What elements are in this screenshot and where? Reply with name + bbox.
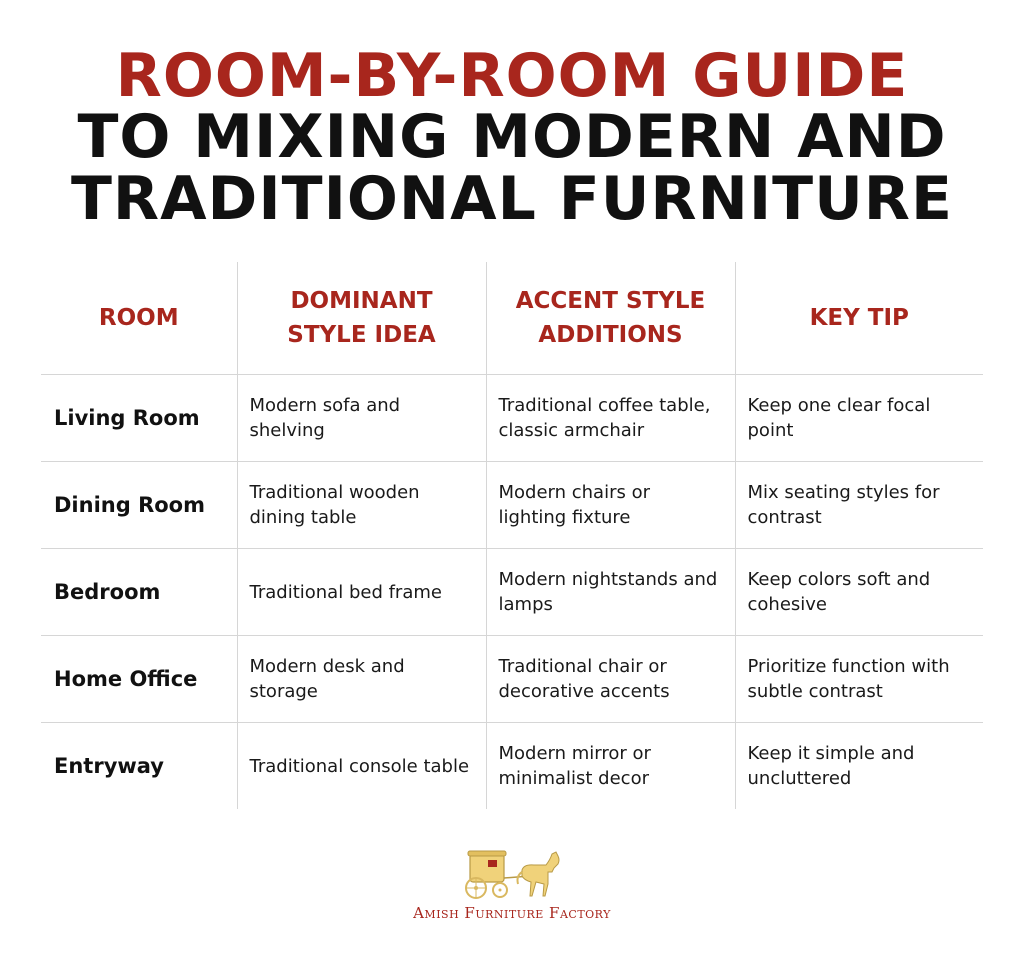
- tip-cell: Prioritize function with subtle contrast: [735, 636, 983, 723]
- room-cell: Living Room: [41, 375, 237, 462]
- room-cell: Bedroom: [41, 549, 237, 636]
- table-row: [41, 549, 983, 636]
- header-row: [41, 262, 983, 375]
- brand-name: Amish Furniture Factory: [413, 904, 611, 922]
- table-row: [41, 636, 983, 723]
- tip-cell: Keep it simple and uncluttered: [735, 723, 983, 810]
- dominant-cell: Traditional wooden dining table: [237, 462, 486, 549]
- tip-cell: Mix seating styles for contrast: [735, 462, 983, 549]
- header-key-tip: KEY TIP: [735, 262, 983, 375]
- header-accent-style: ACCENT STYLE ADDITIONS: [486, 262, 735, 375]
- brand-logo: [402, 848, 622, 928]
- dominant-cell: Modern sofa and shelving: [237, 375, 486, 462]
- tip-cell: Keep colors soft and cohesive: [735, 549, 983, 636]
- room-cell: Entryway: [54, 753, 164, 778]
- guide-table: [41, 262, 983, 809]
- room-cell: Dining Room: [41, 462, 237, 549]
- horse-buggy-icon: [452, 848, 572, 902]
- accent-cell: Traditional coffee table, classic armchair: [486, 375, 735, 462]
- table-row: [41, 375, 983, 462]
- accent-cell: Modern nightstands and lamps: [486, 549, 735, 636]
- header-room: ROOM: [41, 262, 237, 375]
- dominant-cell: Traditional console table: [237, 723, 486, 810]
- dominant-cell: Modern desk and storage: [237, 636, 486, 723]
- accent-cell: Modern chairs or lighting fixture: [486, 462, 735, 549]
- room-cell: Home Office: [41, 636, 237, 723]
- title-line-3: TRADITIONAL FURNITURE: [70, 164, 953, 234]
- title-line-1: ROOM-BY-ROOM GUIDE: [115, 41, 909, 111]
- title-line-2: TO MIXING MODERN AND: [77, 102, 947, 172]
- table-row: [41, 462, 983, 549]
- accent-cell: Traditional chair or decorative accents: [486, 636, 735, 723]
- dominant-cell: Traditional bed frame: [237, 549, 486, 636]
- tip-cell: Keep one clear focal point: [735, 375, 983, 462]
- accent-cell: Modern mirror or minimalist decor: [486, 723, 735, 810]
- table-row: [41, 723, 983, 810]
- header-dominant-style: DOMINANT STYLE IDEA: [237, 262, 486, 375]
